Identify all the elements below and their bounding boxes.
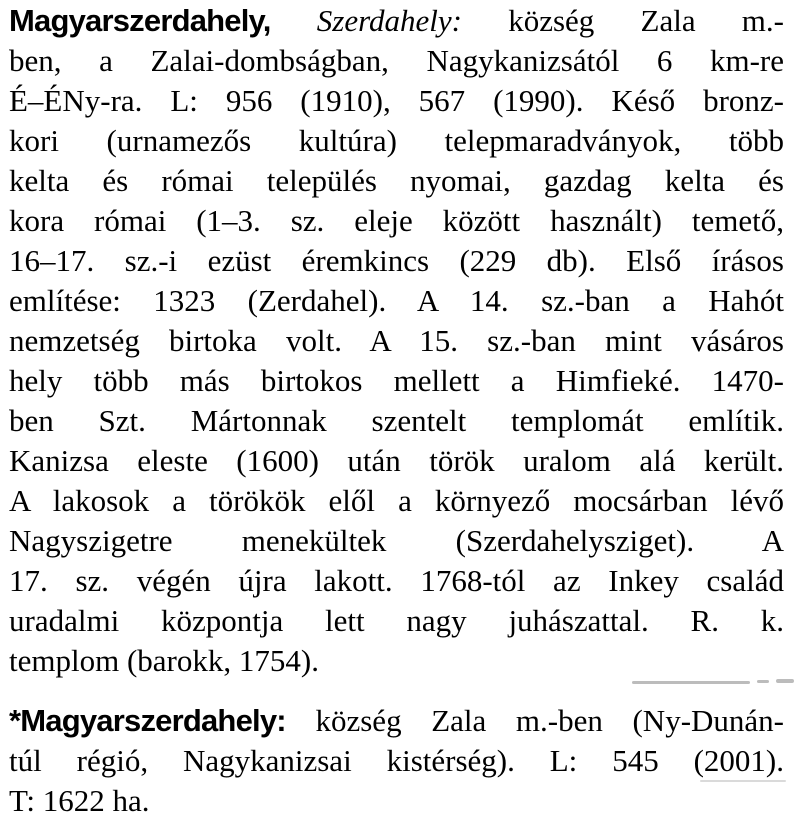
- body-text: község Zala m.-: [508, 3, 784, 38]
- body-text: Nagyszigetre menekültek (Szerdahelysziget). A: [9, 523, 784, 558]
- body-text: nemzetség birtoka volt. A 15. sz.-ban mint vásáros: [9, 323, 784, 358]
- text-line: [9, 241, 784, 281]
- text-line: [9, 561, 784, 601]
- text-line: [9, 701, 784, 741]
- body-text: ben, a Zalai-dombságban, Nagykanizsától 6 km-re: [9, 43, 784, 78]
- entry-magyarszerdahely-modern: [9, 701, 784, 821]
- body-text: ben Szt. Mártonnak szentelt templomát említik.: [9, 403, 784, 438]
- body-text: kori (urnamezős kultúra) telepmaradványok, több: [9, 123, 784, 158]
- text-line: [9, 401, 784, 441]
- body-text: uradalmi központja lett nagy juhászattal. R. k.: [9, 603, 784, 638]
- body-text: A lakosok a törökök elől a környező mocsárban lévő: [9, 483, 784, 518]
- body-text: említése: 1323 (Zerdahel). A 14. sz.-ban a Hahót: [9, 283, 784, 318]
- text-line: [9, 121, 784, 161]
- headword: Magyarszerdahely,: [9, 3, 317, 38]
- body-text: kelta és római település nyomai, gazdag kelta és: [9, 163, 784, 198]
- text-line: [9, 201, 784, 241]
- body-text: 17. sz. végén újra lakott. 1768-tól az Inkey család: [9, 563, 784, 598]
- text-line: [9, 781, 784, 821]
- text-line: [9, 161, 784, 201]
- body-text: É–ÉNy-ra. L: 956 (1910), 567 (1990). Késő bronz-: [9, 83, 784, 118]
- body-text: túl régió, Nagykanizsai kistérség). L: 545 (2001).: [9, 743, 784, 778]
- text-line: [9, 41, 784, 81]
- text-line: [9, 481, 784, 521]
- scan-artifact-smudge-bottom: [700, 780, 786, 782]
- text-line: [9, 81, 784, 121]
- body-text: Kanizsa eleste (1600) után török uralom alá került.: [9, 443, 784, 478]
- body-text: hely több más birtokos mellett a Himfieké. 1470-: [9, 363, 784, 398]
- headword: *Magyarszerdahely:: [9, 703, 316, 738]
- body-text: község Zala m.-ben (Ny-Dunán-: [315, 703, 784, 738]
- text-line: [9, 321, 784, 361]
- body-text: T: 1622 ha.: [9, 783, 150, 818]
- text-line: [9, 281, 784, 321]
- scan-artifact-dash-mid: [757, 680, 769, 683]
- text-line: [9, 601, 784, 641]
- body-text: 16–17. sz.-i ezüst éremkincs (229 db). Első írásos: [9, 243, 784, 278]
- body-text: kora római (1–3. sz. eleje között használt) temető,: [9, 203, 784, 238]
- text-line: [9, 521, 784, 561]
- document-page: [9, 1, 784, 821]
- text-line: [9, 641, 784, 681]
- text-line: [9, 741, 784, 781]
- text-line: [9, 1, 784, 41]
- variant-name: Szerdahely:: [316, 3, 509, 38]
- entry-magyarszerdahely-historical: [9, 1, 784, 681]
- text-line: [9, 441, 784, 481]
- scan-artifact-dash-right: [776, 679, 794, 683]
- scan-artifact-dash-long: [632, 681, 750, 684]
- text-line: [9, 361, 784, 401]
- body-text: templom (barokk, 1754).: [9, 643, 319, 678]
